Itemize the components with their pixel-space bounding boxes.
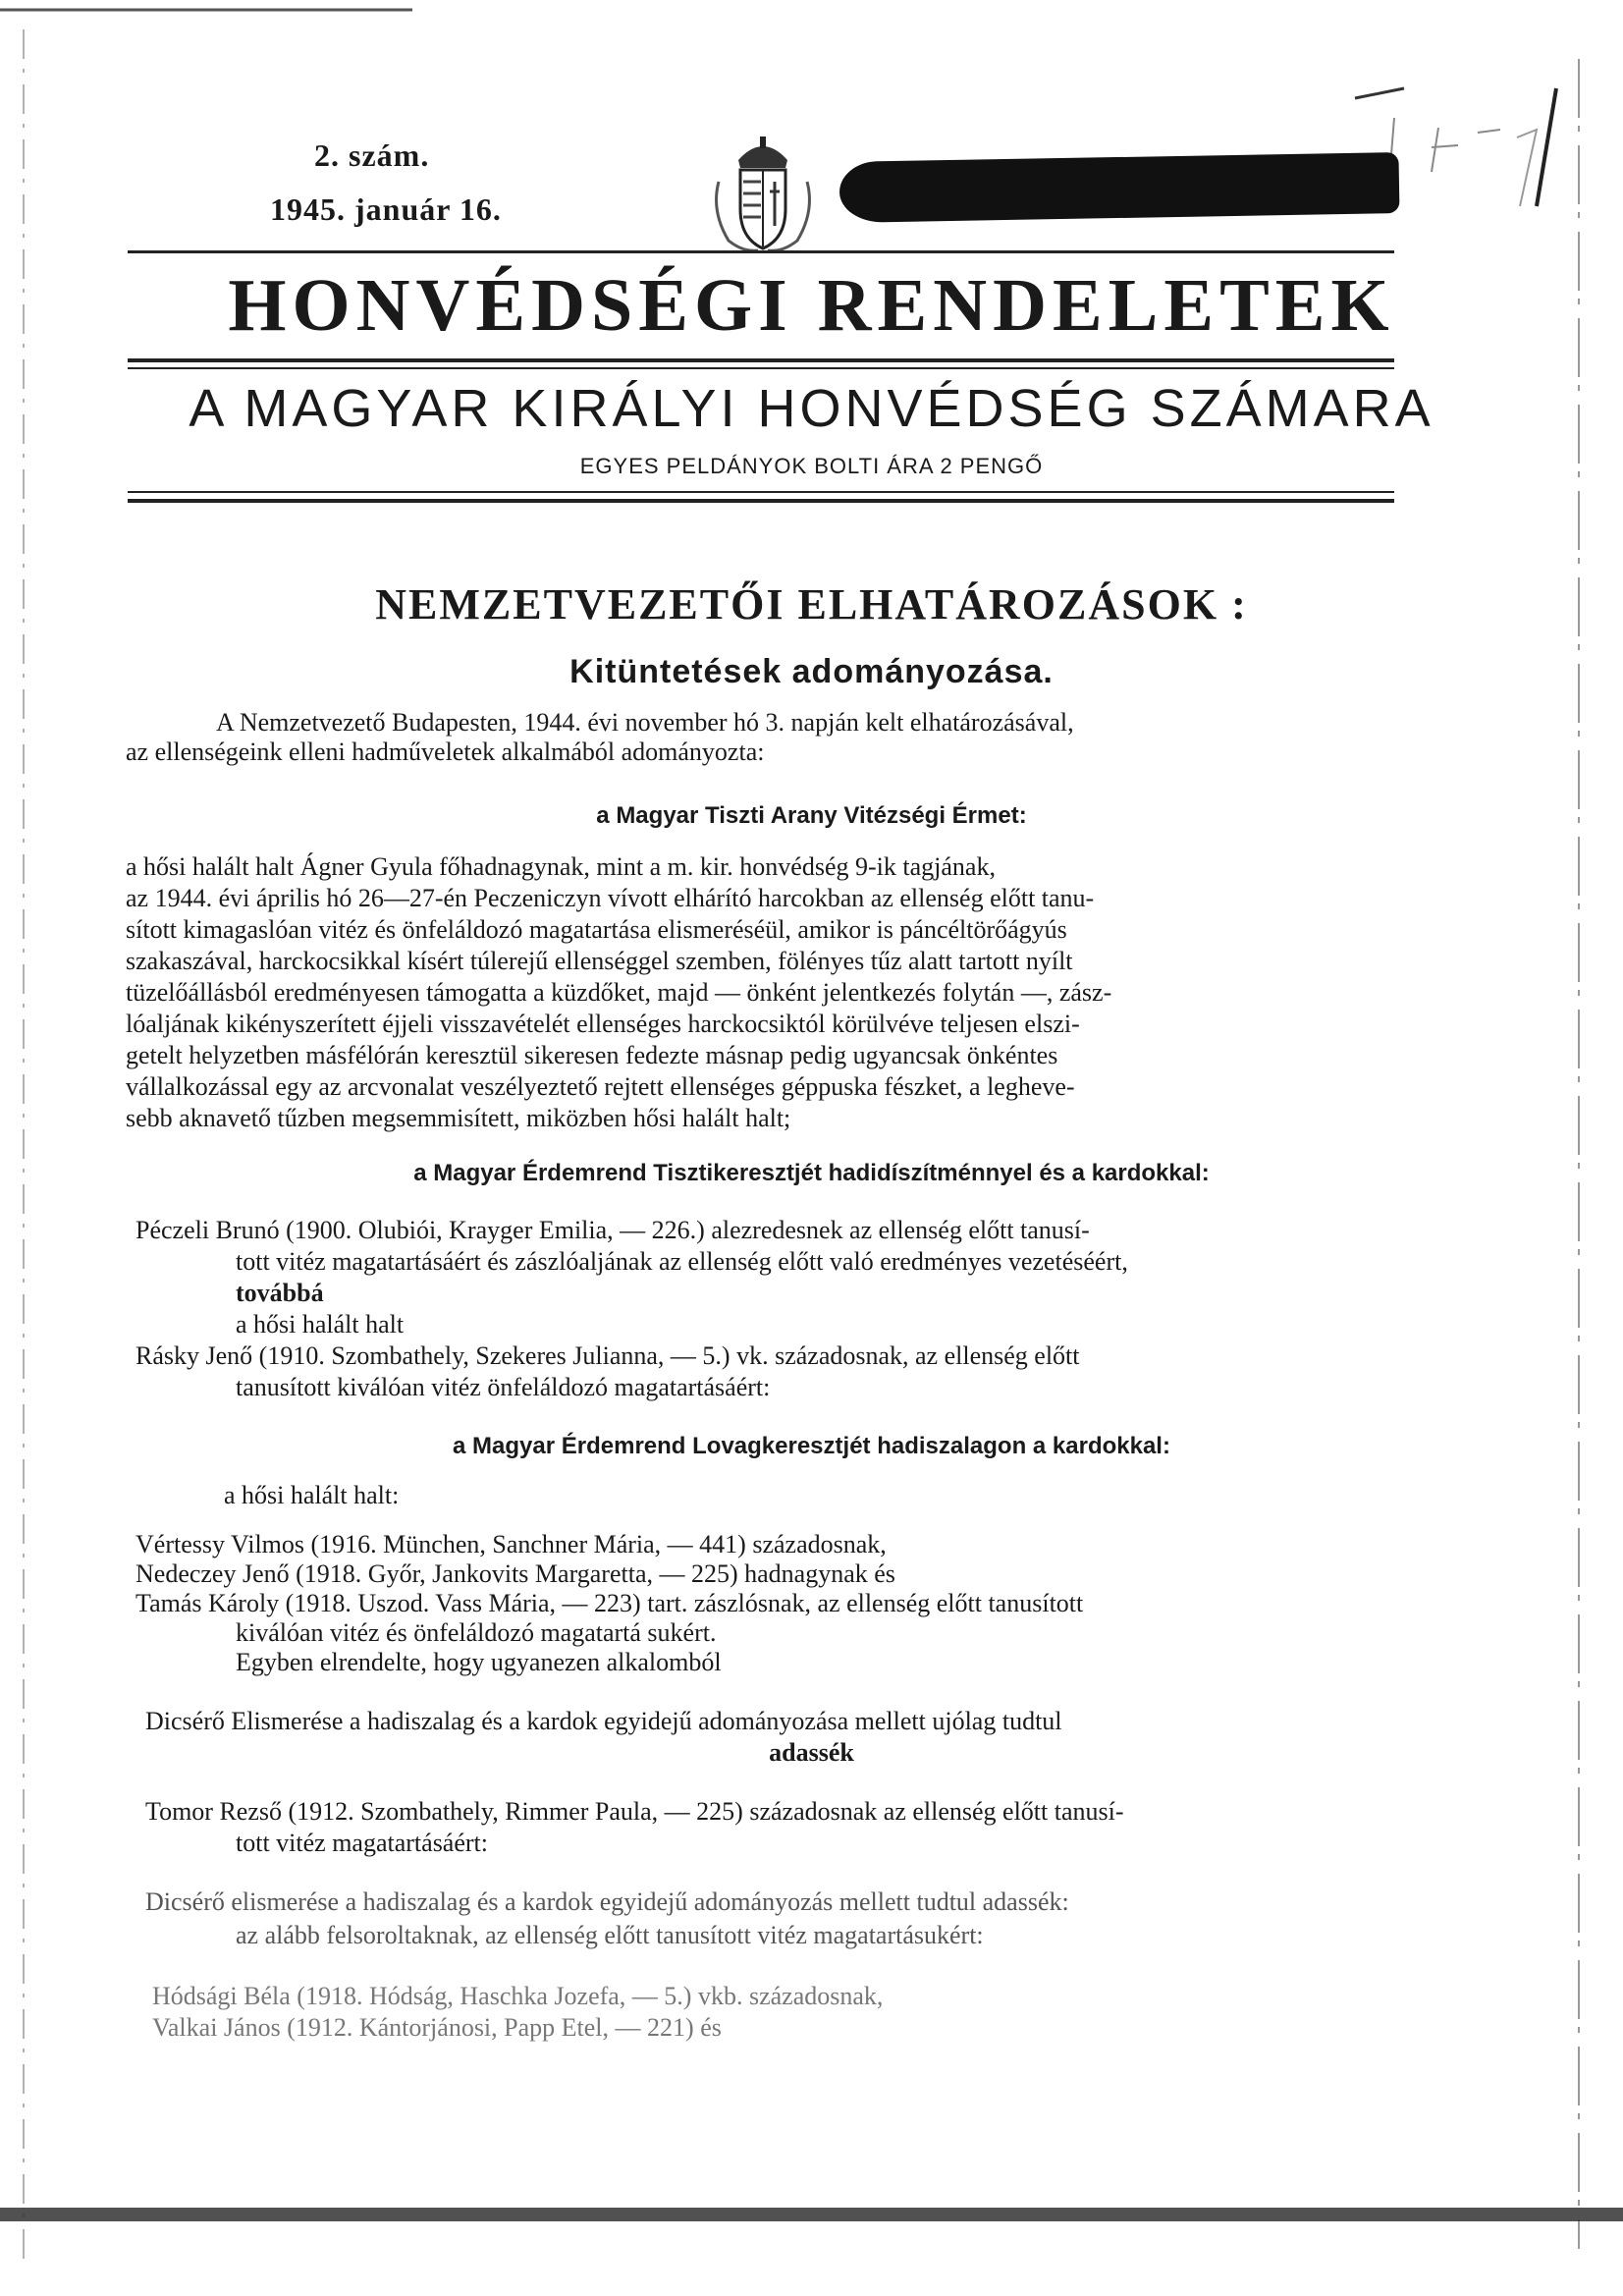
award2-line: Péczeli Brunó (1900. Olubiói, Krayger Emilia, — 226.) alezredesnek az ellenség előtt tanusí-: [135, 1216, 1090, 1244]
award3-line: a hősi halált halt:: [224, 1481, 400, 1509]
award1-line: tüzelőállásból eredményesen támogatta a küzdőket, majd — önként jelentkezés folytán —, zász-: [126, 978, 1112, 1007]
price-rule-1: [128, 491, 1394, 493]
award3-line: Tamás Károly (1918. Uszod. Vass Mária, — 223) tart. zászlósnak, az ellenség előtt tanusított: [135, 1589, 1084, 1617]
publication-title: HONVÉDSÉGI RENDELETEK: [228, 264, 1395, 347]
intro-line-2: az ellenségeink elleni hadműveletek alkalmából adományozta:: [126, 738, 765, 766]
intro-line-1: A Nemzetvezető Budapesten, 1944. évi november hó 3. napján kelt elhatározásával,: [216, 708, 1074, 737]
award5-line: Dicsérő elismerése a hadiszalag és a kardok egyidejű adományozás mellett tudtul adassék:: [145, 1887, 1069, 1916]
scan-edge-top: [0, 0, 1623, 6]
award5-line: Hódsági Béla (1918. Hódság, Haschka Jozefa, — 5.) vkb. századosnak,: [152, 1982, 884, 2010]
award1-line: vállalkozással egy az arcvonalat veszélyeztető rejtett ellenséges géppuska fészket, a leghevе-: [126, 1072, 1075, 1101]
redaction-mark: [839, 152, 1400, 223]
section-title: NEMZETVEZETŐI ELHATÁROZÁSOK :: [375, 580, 1248, 629]
publication-subtitle: A MAGYAR KIRÁLYI HONVÉDSÉG SZÁMARA: [189, 379, 1434, 438]
award1-line: szakaszával, harckocsikkal kísért túlerejű ellenséggel szemben, fölényes tűz alatt tartott nyílt: [126, 947, 1073, 975]
issue-number: 2. szám.: [314, 137, 430, 173]
scan-edge-left: [20, 29, 27, 2259]
award2-heading: a Magyar Érdemrend Tisztikeresztjét hadidíszítménnyel és a kardokkal:: [413, 1160, 1210, 1186]
award2-line: tanusított kiválóan vitéz önfeláldozó magatartásáért:: [236, 1373, 771, 1401]
award2-line: továbbá: [236, 1279, 324, 1307]
award3-heading: a Magyar Érdemrend Lovagkeresztjét hadiszalagon a kardokkal:: [453, 1433, 1170, 1459]
title-rule-1: [128, 358, 1394, 362]
award1-line: az 1944. évi április hó 26—27-én Peczeniczyn vívott elhárító harcokban az ellenség előtt tanu-: [126, 884, 1095, 912]
award4-line: adassék: [769, 1738, 854, 1767]
award3-line: Egyben elrendelte, hogy ugyanezen alkalomból: [236, 1648, 722, 1676]
award2-line: Rásky Jenő (1910. Szombathely, Szekeres Julianna, — 5.) vk. századosnak, az ellenség előtt: [135, 1341, 1080, 1370]
price-note: EGYES PELDÁNYOK BOLTI ÁRA 2 PENGŐ: [579, 454, 1044, 478]
header-rule-top: [128, 250, 1394, 253]
scan-edge-bottom: [0, 2208, 1623, 2221]
price-rule-2: [128, 499, 1394, 503]
award4-line: Dicsérő Elismerése a hadiszalag és a kardok egyidejű adományozása mellett ujólag tudtul: [145, 1707, 1062, 1735]
award3-line: kiválóan vitéz és önfeláldozó magatartá sukért.: [236, 1618, 717, 1647]
award1-line: a hősi halált halt Ágner Gyula főhadnagynak, mint a m. kir. honvédség 9-ik tagjának,: [126, 852, 996, 881]
award1-line: sított kimagaslóan vitéz és önfeláldozó magatartása elismeréséül, amikor is páncéltörőágyús: [126, 915, 1067, 944]
award4-line: Tomor Rezső (1912. Szombathely, Rimmer Paula, — 225) századosnak az ellenség előtt tanusí-: [145, 1797, 1124, 1826]
award1-heading: a Magyar Tiszti Arany Vitézségi Érmet:: [596, 802, 1027, 829]
award2-line: tott vitéz magatartásáért és zászlóaljának az ellenség előtt való eredményes vezetéséért,: [236, 1247, 1128, 1276]
issue-date: 1945. január 16.: [270, 191, 502, 227]
title-rule-2: [128, 367, 1394, 369]
award1-line: getelt helyzetben másfélórán keresztül sikeresen fedezte másnap pedig ugyancsak önkéntes: [126, 1041, 1058, 1069]
award1-line: sebb aknavető tűzben megsemmisített, miközben hősi halált halt;: [126, 1104, 791, 1132]
award1-line: lóaljának kikényszerített éjjeli visszavételét ellenséges harckocsiktól körülvéve teljesen elszi-: [126, 1010, 1080, 1038]
award4-line: tott vitéz magatartásáért:: [236, 1829, 488, 1857]
award5-line: az alább felsoroltaknak, az ellenség előtt tanusított vitéz magatartásukért:: [236, 1921, 984, 1949]
award2-line: a hősi halált halt: [236, 1310, 405, 1339]
award3-line: Vértessy Vilmos (1916. München, Sanchner Mária, — 441) századosnak,: [135, 1530, 887, 1558]
subsection-title: Kitüntetések adományozása.: [569, 653, 1054, 690]
coat-of-arms-icon: [709, 133, 817, 255]
award3-line: Nedeczey Jenő (1918. Győr, Jankovits Margaretta, — 225) hadnagynak és: [135, 1559, 895, 1588]
award5-line: Valkai János (1912. Kántorjánosi, Papp Etel, — 221) és: [152, 2013, 722, 2042]
